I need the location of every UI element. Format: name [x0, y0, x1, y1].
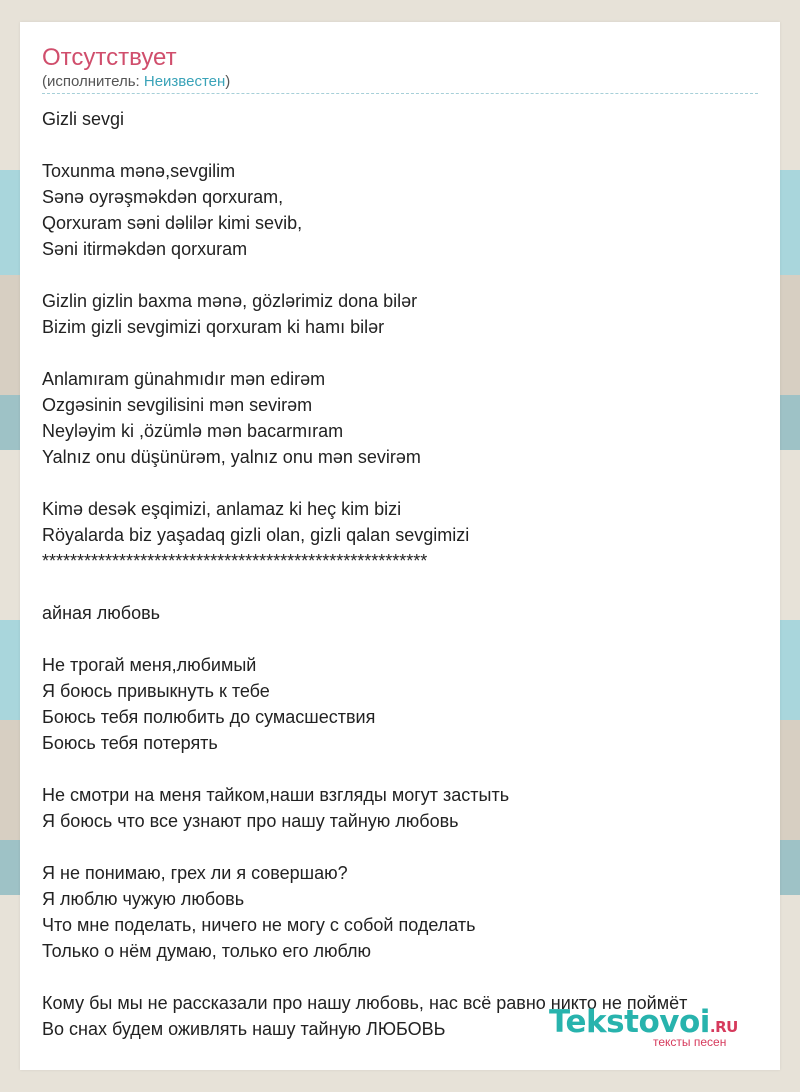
- song-artist-line: [42, 73, 230, 91]
- lyric-line: айная любовь: [42, 603, 161, 623]
- lyric-line: Я боюсь что все узнают про нашу тайную любовь: [42, 811, 459, 831]
- lyric-line: Səni itirməkdən qorxuram: [42, 239, 248, 259]
- lyric-line: Toxunma mənə,sevgilim: [42, 161, 236, 181]
- lyric-line: Боюсь тебя потерять: [42, 733, 218, 753]
- artist-link[interactable]: Неизвестен: [143, 73, 226, 90]
- lyric-line: Gizlin gizlin baxma mənə, gözlərimiz dona bilər: [42, 291, 418, 311]
- lyric-line: Во снах будем оживлять нашу тайную ЛЮБОВЬ: [42, 1019, 446, 1039]
- lyrics-card: [20, 22, 780, 1070]
- lyric-line: Yalnız onu düşünürəm, yalnız onu mən sevirəm: [42, 447, 421, 467]
- lyric-line: *******************************************************: [42, 551, 428, 571]
- title-divider: [42, 93, 758, 94]
- lyric-line: [42, 470, 687, 496]
- lyric-line: [42, 626, 687, 652]
- lyric-line: Gizli sevgi: [42, 109, 125, 129]
- lyric-line: Röyalarda biz yaşadaq gizli olan, gizli qalan sevgimizi: [42, 525, 470, 545]
- site-logo[interactable]: [549, 1004, 759, 1050]
- lyric-line: [42, 964, 687, 990]
- lyric-line: Neyləyim ki ,özümlə mən bacarmıram: [42, 421, 344, 441]
- lyric-line: Что мне поделать, ничего не могу с собой поделать: [42, 915, 476, 935]
- lyric-line: Боюсь тебя полюбить до сумасшествия: [42, 707, 376, 727]
- lyric-line: Anlamıram günahmıdır mən edirəm: [42, 369, 326, 389]
- lyric-line: Только о нём думаю, только его люблю: [42, 941, 372, 961]
- lyric-line: [42, 834, 687, 860]
- artist-suffix: ): [225, 73, 231, 90]
- artist-prefix: (исполнитель:: [42, 73, 144, 90]
- lyric-line: Bizim gizli sevgimizi qorxuram ki hamı bilər: [42, 317, 385, 337]
- lyric-line: [42, 262, 687, 288]
- lyric-line: Ozgəsinin sevgilisini mən sevirəm: [42, 395, 313, 415]
- lyric-line: Кому бы мы не рассказали про нашу любовь, нас всё равно никто не поймёт: [42, 993, 688, 1013]
- lyric-line: Я боюсь привыкнуть к тебе: [42, 681, 270, 701]
- lyric-line: Sənə oyrəşməkdən qorxuram,: [42, 187, 284, 207]
- lyric-line: [42, 132, 687, 158]
- lyric-line: Qorxuram səni dəlilər kimi sevib,: [42, 213, 303, 233]
- logo-tagline: тексты песен: [653, 1035, 727, 1049]
- logo-name: Tekstovoi: [549, 1004, 710, 1040]
- song-title: Отсутствует: [42, 44, 177, 71]
- lyric-line: Я люблю чужую любовь: [42, 889, 245, 909]
- lyric-line: [42, 756, 687, 782]
- lyric-line: Не трогай меня,любимый: [42, 655, 257, 675]
- lyric-line: [42, 574, 687, 600]
- lyric-line: Не смотри на меня тайком,наши взгляды могут застыть: [42, 785, 510, 805]
- lyric-line: [42, 340, 687, 366]
- logo-tld: .RU: [709, 1018, 738, 1036]
- lyric-line: Я не понимаю, грех ли я совершаю?: [42, 863, 348, 883]
- lyrics-text: [42, 106, 687, 1042]
- lyric-line: Kimə desək eşqimizi, anlamaz ki heç kim bizi: [42, 499, 402, 519]
